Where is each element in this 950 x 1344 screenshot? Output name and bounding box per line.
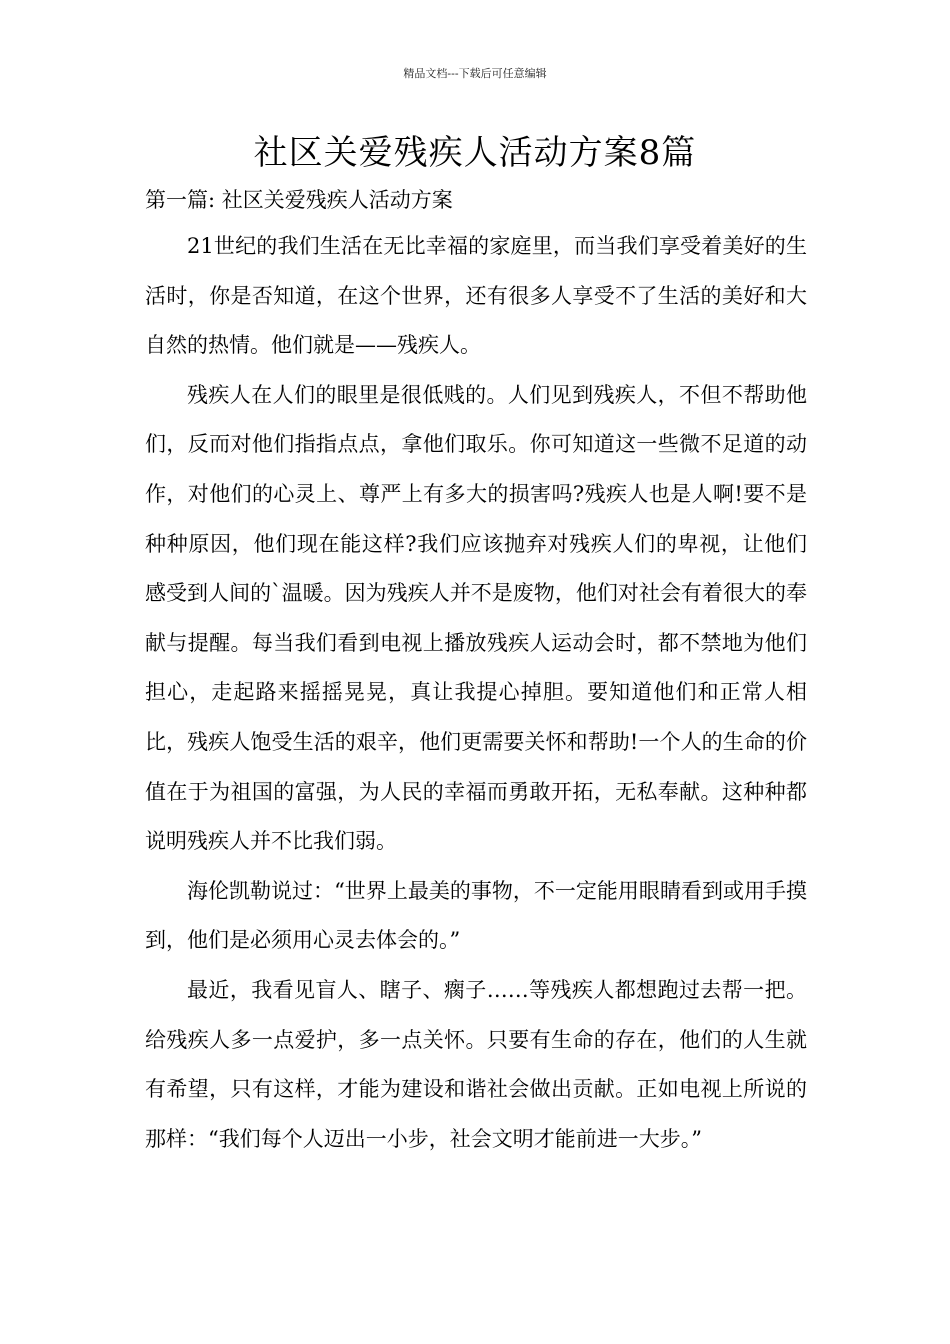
header-note: 精品文档---下载后可任意编辑 — [403, 67, 547, 80]
document-body — [145, 178, 807, 1164]
paragraph: 21世纪的我们生活在无比幸福的家庭里，而当我们享受着美好的生活时，你是否知道，在这个世界，还有很多人享受不了生活的美好和大自然的热情。他们就是——残疾人。 — [145, 234, 807, 358]
paragraph: 最近，我看见盲人、瞎子、瘸子……等残疾人都想跑过去帮一把。给残疾人多一点爱护，多一点关怀。只要有生命的存在，他们的人生就有希望，只有这样，才能为建设和谐社会做出贡献。正如电视上所说的那样：“我们每个人迈出一小步，社会文明才能前进一大步。” — [145, 977, 807, 1151]
document-title: 社区关爱残疾人活动方案8篇 — [253, 133, 697, 173]
paragraph: 残疾人在人们的眼里是很低贱的。人们见到残疾人，不但不帮助他们，反而对他们指指点点，拿他们取乐。你可知道这一些微不足道的动作，对他们的心灵上、尊严上有多大的损害吗?残疾人也是人啊!要不是种种原因，他们现在能这样?我们应该抛弃对残疾人们的卑视，让他们感受到人间的`温暖。因为残疾人并不是废物，他们对社会有着很大的奉献与提醒。每当我们看到电视上播放残疾人运动会时，都不禁地为他们担心，走起路来摇摇晃晃，真让我提心掉胆。要知道他们和正常人相比，残疾人饱受生活的艰辛，他们更需要关怀和帮助!一个人的生命的价值在于为祖国的富强，为人民的幸福而勇敢开拓，无私奉献。这种种都说明残疾人并不比我们弱。 — [145, 382, 807, 854]
section-heading: 第一篇: 社区关爱残疾人活动方案 — [145, 188, 453, 212]
paragraph: 海伦凯勒说过：“世界上最美的事物，不一定能用眼睛看到或用手摸到，他们是必须用心灵去体会的。” — [145, 878, 807, 953]
